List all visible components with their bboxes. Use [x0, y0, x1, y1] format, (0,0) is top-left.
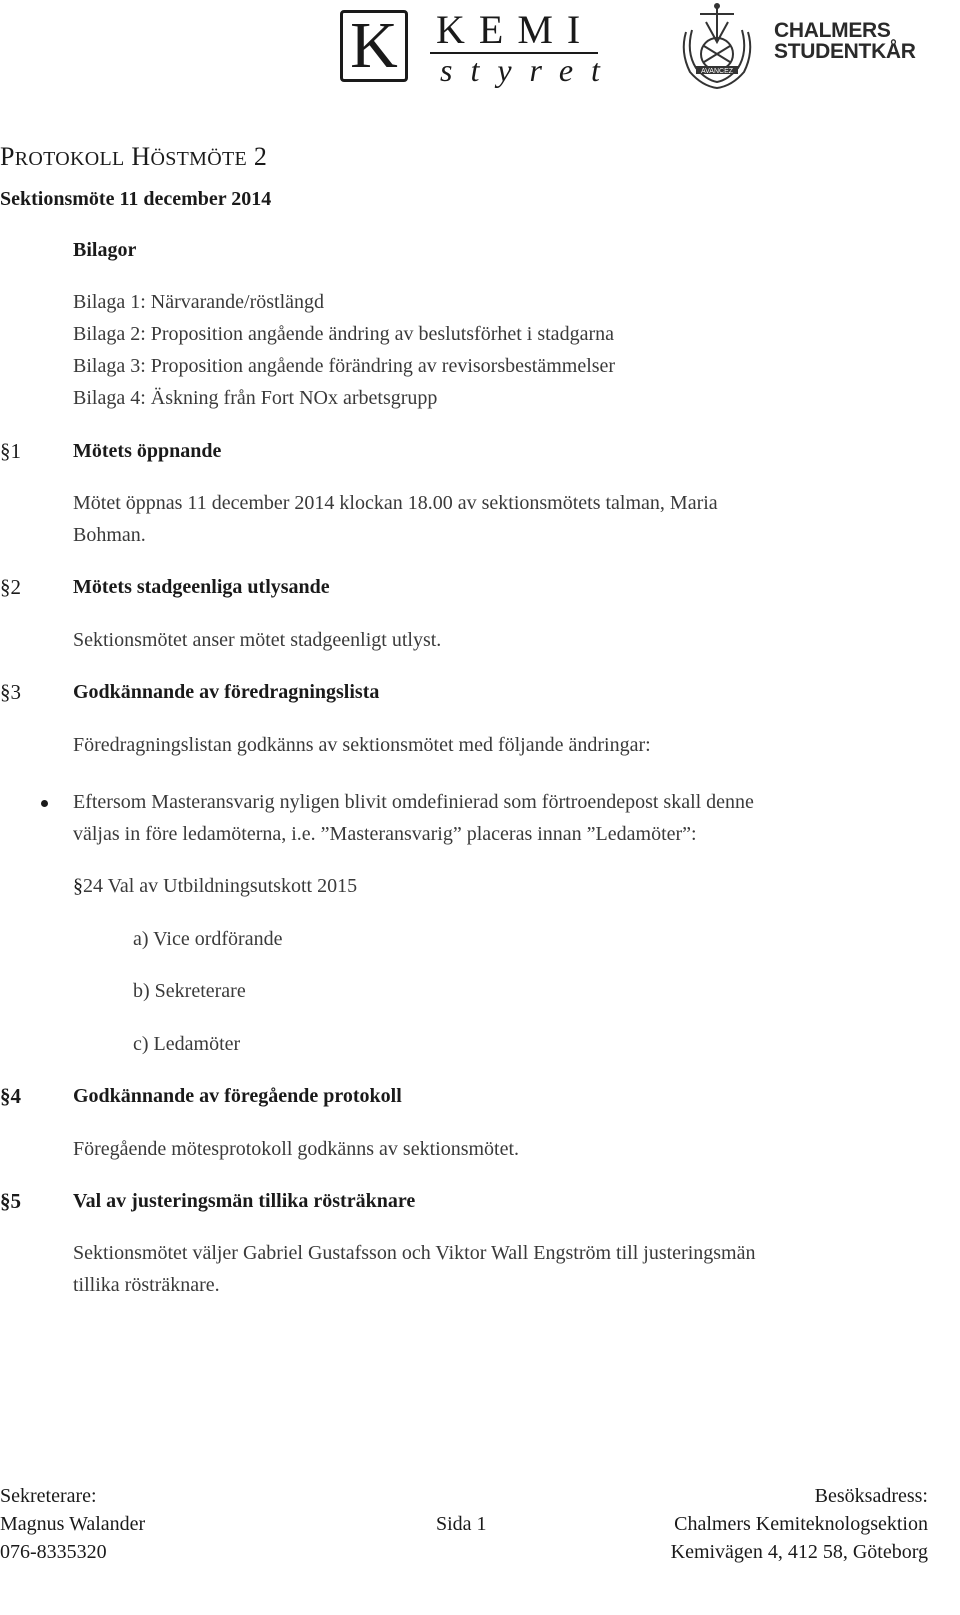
kemi-logo-letter: K: [340, 10, 408, 82]
section-3-sub-list-item: b) Sekreterare: [133, 980, 246, 1002]
section-5-body: Sektionsmötet väljer Gabriel Gustafsson och Viktor Wall Engström till justeringsmän: [73, 1242, 756, 1264]
section-5-body: tillika rösträknare.: [73, 1274, 220, 1296]
section-1-body: Mötet öppnas 11 december 2014 klockan 18.00 av sektionsmötets talman, Maria: [73, 492, 718, 514]
bilagor-heading: Bilagor: [73, 239, 137, 261]
page-footer: [0, 1482, 960, 1612]
section-2-heading: Mötets stadgeenliga utlysande: [73, 576, 330, 598]
document-title: [0, 142, 267, 174]
section-2-number: §2: [0, 575, 21, 599]
section-2-body: Sektionsmötet anser mötet stadgeenligt utlyst.: [73, 629, 442, 651]
section-3-body: Föredragningslistan godkänns av sektionsmötet med följande ändringar:: [73, 734, 651, 756]
section-5-number: §5: [0, 1189, 21, 1213]
section-3-sub-item: §24 Val av Utbildningsutskott 2015: [73, 875, 358, 897]
title-number: 2: [247, 142, 268, 171]
section-3-number: §3: [0, 680, 21, 704]
chalmers-studentkar-logo-text: [774, 20, 916, 62]
title-part1: ROTOKOLL: [14, 148, 125, 170]
section-4-body: Föregående mötesprotokoll godkänns av sektionsmötet.: [73, 1138, 520, 1160]
footer-page-number: Sida 1: [436, 1513, 487, 1535]
footer-secretary-label: Sekreterare:: [0, 1485, 97, 1507]
title-part2: ÖSTMÖTE: [150, 148, 248, 170]
bullet-icon: [41, 800, 48, 807]
bilaga-item: Bilaga 1: Närvarande/röstlängd: [73, 291, 325, 313]
footer-secretary-name: Magnus Walander: [0, 1513, 146, 1535]
kemi-logo-word: KEMI: [436, 7, 595, 52]
footer-address-label: Besöksadress:: [814, 1485, 928, 1507]
kemi-logo-styret: styret: [440, 52, 618, 88]
chalmers-emblem-icon: [676, 2, 758, 90]
chalmers-logo-line2: STUDENTKÅR: [774, 40, 916, 63]
section-4-number: §4: [0, 1084, 21, 1108]
section-3-sub-list-item: a) Vice ordförande: [133, 928, 283, 950]
section-1-heading: Mötets öppnande: [73, 440, 222, 462]
bilaga-item: Bilaga 2: Proposition angående ändring av beslutsförhet i stadgarna: [73, 323, 614, 345]
section-4-heading: Godkännande av föregående protokoll: [73, 1085, 402, 1107]
title-h: H: [124, 142, 151, 171]
kemi-styret-logo: [340, 7, 618, 88]
bilaga-item: Bilaga 4: Äskning från Fort NOx arbetsgrupp: [73, 387, 438, 409]
document-subtitle: Sektionsmöte 11 december 2014: [0, 188, 272, 210]
chalmers-emblem-text: AVANCEZ: [700, 68, 734, 75]
section-1-body: Bohman.: [73, 524, 146, 546]
section-3-heading: Godkännande av föredragningslista: [73, 681, 380, 703]
chalmers-logo-line1: CHALMERS: [774, 19, 891, 42]
title-initial: P: [0, 142, 15, 171]
section-3-bullet-line: Eftersom Masteransvarig nyligen blivit omdefinierad som förtroendepost skall denne: [73, 791, 754, 813]
section-1-number: §1: [0, 439, 21, 463]
section-3-sub-list-item: c) Ledamöter: [133, 1033, 241, 1055]
footer-organization: Chalmers Kemiteknologsektion: [674, 1513, 928, 1535]
bilaga-item: Bilaga 3: Proposition angående förändring av revisorsbestämmelser: [73, 355, 616, 377]
section-3-bullet-line: väljas in före ledamöterna, i.e. ”Masteransvarig” placeras innan ”Ledamöter”:: [73, 823, 697, 845]
footer-address: Kemivägen 4, 412 58, Göteborg: [670, 1541, 928, 1563]
section-5-heading: Val av justeringsmän tillika rösträknare: [73, 1190, 416, 1212]
footer-secretary-phone: 076-8335320: [0, 1541, 107, 1563]
